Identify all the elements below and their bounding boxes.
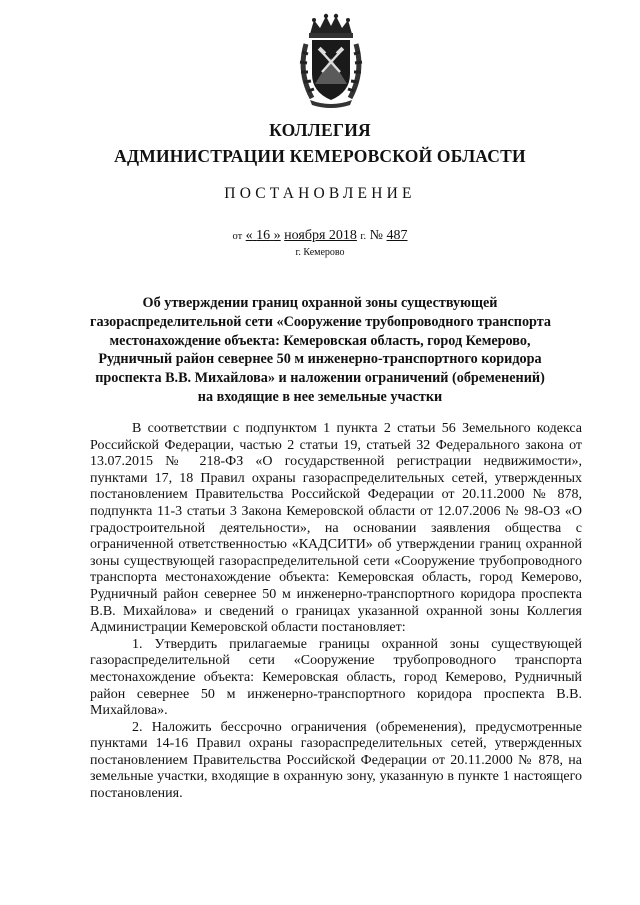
title-line: проспекта В.В. Михайлова» и наложении ограничений (обременений): [95, 370, 545, 387]
document-body: [90, 421, 582, 803]
document-type: ПОСТАНОВЛЕНИЕ: [224, 185, 416, 202]
date-month-year: ноября 2018: [284, 228, 357, 243]
document-number: 487: [386, 228, 408, 243]
date-day: 16: [256, 228, 271, 243]
title-line: на входящие в нее земельные участки: [197, 388, 443, 405]
number-sign: №: [369, 228, 384, 243]
preamble-paragraph: В соответствии с подпунктом 1 пункта 2 статьи 56 Земельного кодекса Российской Федерации, частью 2 статьи 19, статьей 32 Федерального закона от 13.07.2015 № 218-ФЗ «О государственной регистрации недвижимости», пунктами 17, 18 Правил охраны газораспределительных сетей, утвержденных постановлением Правительства Российской Федерации от 20.11.2000 № 878, подпункта 11-3 статьи 3 Закона Кемеровской области от 12.07.2006 № 98-ОЗ «О градостроительной деятельности», на основании заявления общества с ограниченной ответственностью «КАДСИТИ» об утверждении границ охранной зоны существующей газораспределительной сети «Сооружение трубопроводного транспорта местонахождение объекта: Кемеровская область, город Кемерово, Рудничный район севернее 50 м инженерно-транспортного коридора проспекта В.В. Михайлова» и сведений о границах указанной охранной зоны Коллегия Администрации Кемеровской области постановляет:: [90, 421, 582, 636]
city-label: г. Кемерово: [295, 247, 345, 258]
year-suffix: г.: [360, 231, 367, 242]
coat-of-arms-icon: [296, 12, 366, 108]
resolution-item-2: 2. Наложить бессрочно ограничения (обременения), предусмотренные пунктами 14-16 Правил охраны газораспределительных сетей, утвержденных постановлением Правительства Российской Федерации от 20.11.2000 № 878, на земельные участки, входящие в охранную зону, указанную в пункте 1 настоящего постановления.: [90, 719, 582, 802]
date-prefix: от: [232, 231, 243, 242]
title-line: газораспределительной сети «Сооружение трубопроводного транспорта: [90, 313, 552, 330]
resolution-item-1: 1. Утвердить прилагаемые границы охранной зоны существующей газораспределительной сети «Сооружение трубопроводного транспорта местонахождение объекта: Кемеровская область, город Кемерово, Рудничный район севернее 50 м инженерно-транспортного коридора проспекта В.В. Михайлова».: [90, 636, 582, 719]
org-name-line2: АДМИНИСТРАЦИИ КЕМЕРОВСКОЙ ОБЛАСТИ: [114, 146, 526, 166]
document-title: [90, 294, 550, 407]
title-line: Об утверждении границ охранной зоны существующей: [142, 295, 498, 311]
org-name-line1: КОЛЛЕГИЯ: [269, 120, 371, 140]
title-line: местонахождение объекта: Кемеровская область, город Кемерово,: [109, 332, 531, 349]
date-number-line: [0, 228, 640, 244]
date-day-field: « 16 »: [245, 228, 281, 243]
title-line: Рудничный район севернее 50 м инженерно-транспортного коридора: [98, 351, 542, 368]
